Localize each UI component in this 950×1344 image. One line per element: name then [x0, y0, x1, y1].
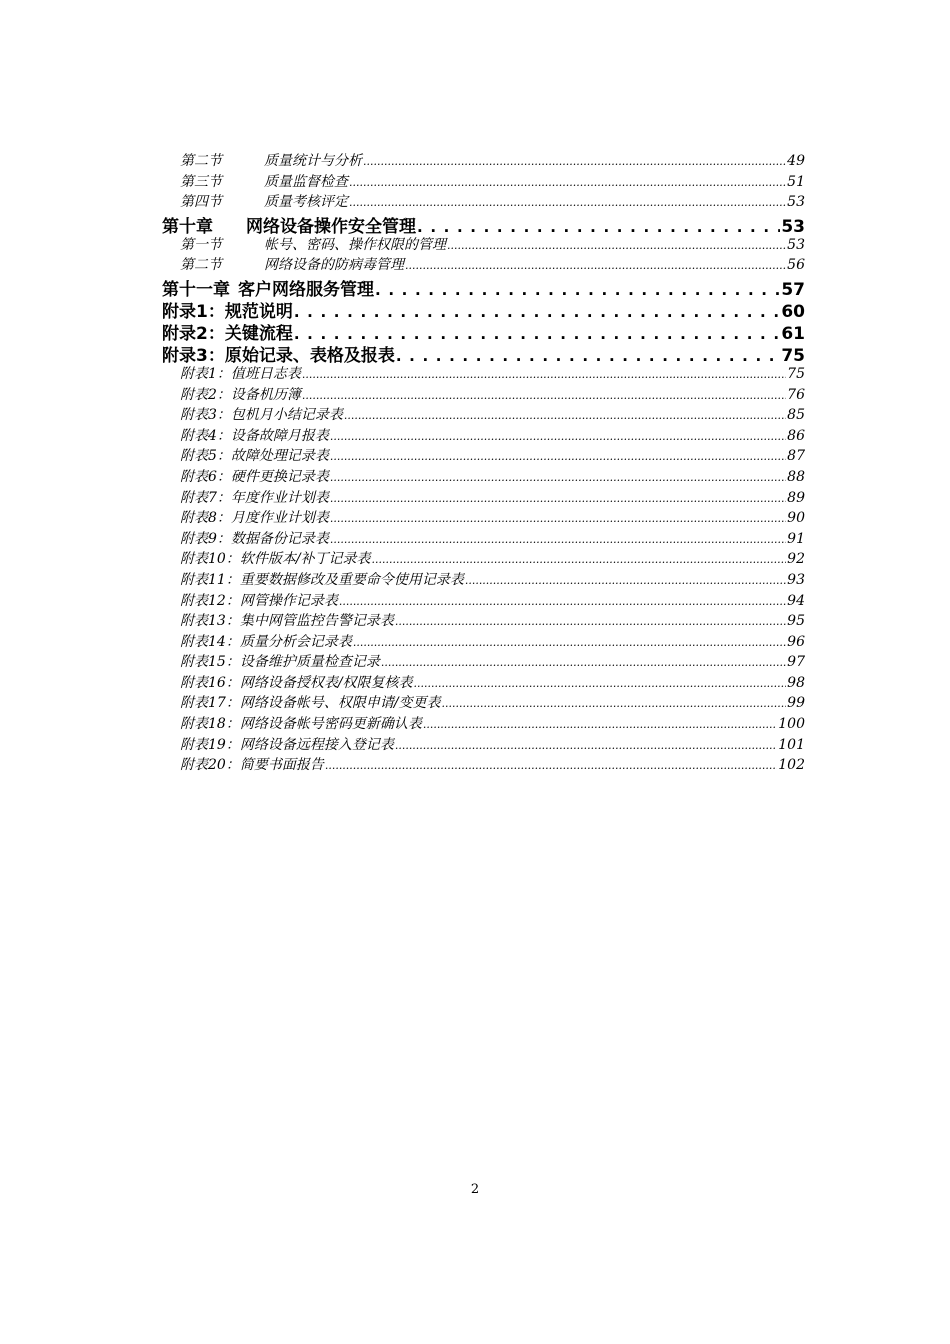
page-number: 53 — [787, 236, 805, 253]
dot-leader — [465, 572, 786, 588]
page-number: 56 — [787, 257, 805, 274]
page-number: 99 — [787, 695, 805, 712]
table-title: 附表17：网络设备帐号、权限申请/变更表 — [180, 695, 441, 712]
toc-table-entry[interactable] — [162, 384, 805, 405]
table-title: 附表15：设备维护质量检查记录 — [180, 654, 380, 671]
page-number: 96 — [787, 633, 805, 650]
page-number: 49 — [787, 153, 805, 169]
page-number: 93 — [787, 571, 805, 588]
table-title: 附表8：月度作业计划表 — [180, 510, 329, 527]
page-number: 100 — [778, 716, 805, 733]
dot-leader — [442, 695, 787, 711]
page-number: 75 — [781, 345, 805, 366]
toc-section-entry[interactable] — [162, 191, 805, 212]
page-number: 60 — [781, 301, 805, 322]
page-number: 53 — [787, 194, 805, 211]
section-title: 质量考核评定 — [264, 194, 348, 211]
page-number: 92 — [787, 551, 805, 568]
page-number: 97 — [787, 654, 805, 671]
dot-leader — [396, 346, 781, 366]
appendix-title: 附录3：原始记录、表格及报表 — [162, 345, 395, 366]
page-number: 90 — [787, 510, 805, 527]
toc-table-entry[interactable] — [162, 487, 805, 508]
table-title: 附表5：故障处理记录表 — [180, 448, 329, 465]
dot-leader — [395, 613, 786, 629]
dot-leader — [302, 387, 786, 403]
dot-leader — [302, 366, 786, 382]
table-title: 附表3：包机月小结记录表 — [180, 407, 343, 424]
page-number: 75 — [787, 365, 805, 382]
toc-section-entry[interactable] — [162, 254, 805, 275]
chapter-title: 客户网络服务管理 — [238, 279, 374, 300]
section-title: 网络设备的防病毒管理 — [264, 257, 404, 274]
dot-leader — [349, 174, 786, 190]
section-number: 第一节 — [180, 236, 222, 253]
chapter-number: 第十章 — [162, 216, 213, 237]
page-number: 98 — [787, 674, 805, 691]
dot-leader — [372, 551, 787, 567]
table-title: 附表12：网管操作记录表 — [180, 592, 338, 609]
appendix-table-list — [162, 363, 805, 775]
toc-appendix-entry[interactable] — [162, 297, 805, 322]
toc-table-entry[interactable] — [162, 713, 805, 734]
section-title: 质量统计与分析 — [264, 153, 362, 169]
page-number: 94 — [787, 592, 805, 609]
page-number: 76 — [787, 386, 805, 403]
page-number: 88 — [787, 468, 805, 485]
toc-section-entry[interactable] — [162, 171, 805, 192]
toc-table-entry[interactable] — [162, 692, 805, 713]
section-title: 帐号、密码、操作权限的管理 — [264, 236, 446, 253]
toc-table-entry[interactable] — [162, 754, 805, 775]
toc-table-entry[interactable] — [162, 651, 805, 672]
table-title: 附表10：软件版本/补丁记录表 — [180, 551, 371, 568]
chapter-title: 网络设备操作安全管理 — [246, 216, 416, 237]
dot-leader — [375, 280, 780, 300]
page-number: 87 — [787, 448, 805, 465]
table-title: 附表14：质量分析会记录表 — [180, 633, 352, 650]
toc-table-entry[interactable] — [162, 363, 805, 384]
dot-leader — [353, 634, 786, 650]
table-of-contents — [162, 150, 805, 775]
toc-chapter-entry[interactable] — [162, 275, 805, 300]
toc-chapter-entry[interactable] — [162, 212, 805, 237]
section-number: 第三节 — [180, 173, 222, 190]
toc-table-entry[interactable] — [162, 425, 805, 446]
dot-leader — [405, 257, 786, 273]
table-title: 附表11：重要数据修改及重要命令使用记录表 — [180, 571, 464, 588]
table-title: 附表6：硬件更换记录表 — [180, 468, 329, 485]
toc-table-entry[interactable] — [162, 734, 805, 755]
table-title: 附表2：设备机历簿 — [180, 386, 301, 403]
page-number: 91 — [787, 530, 805, 547]
toc-table-entry[interactable] — [162, 404, 805, 425]
page-number: 89 — [787, 489, 805, 506]
dot-leader — [339, 593, 786, 609]
toc-table-entry[interactable] — [162, 672, 805, 693]
toc-table-entry[interactable] — [162, 631, 805, 652]
dot-leader — [344, 407, 786, 423]
table-title: 附表19：网络设备远程接入登记表 — [180, 736, 394, 753]
dot-leader — [330, 510, 786, 526]
table-title: 附表4：设备故障月报表 — [180, 427, 329, 444]
table-title: 附表13：集中网管监控告警记录表 — [180, 613, 394, 630]
toc-section-entry[interactable] — [162, 234, 805, 255]
dot-leader — [395, 737, 777, 753]
section-number: 第二节 — [180, 153, 222, 169]
toc-table-entry[interactable] — [162, 569, 805, 590]
table-title: 附表7：年度作业计划表 — [180, 489, 329, 506]
page-number: 85 — [787, 407, 805, 424]
dot-leader — [381, 654, 786, 670]
dot-leader — [325, 757, 777, 773]
page-number: 53 — [781, 216, 805, 237]
dot-leader — [330, 469, 786, 485]
dot-leader — [417, 217, 780, 237]
toc-table-entry[interactable] — [162, 590, 805, 611]
dot-leader — [414, 675, 787, 691]
toc-table-entry[interactable] — [162, 610, 805, 631]
toc-table-entry[interactable] — [162, 528, 805, 549]
page-number: 86 — [787, 427, 805, 444]
page-number: 101 — [778, 736, 805, 753]
section-title: 质量监督检查 — [264, 173, 348, 190]
dot-leader — [363, 153, 786, 169]
table-title: 附表9：数据备份记录表 — [180, 530, 329, 547]
dot-leader — [330, 428, 786, 444]
section-number: 第四节 — [180, 194, 222, 211]
dot-leader — [330, 531, 786, 547]
page-footer-number: 2 — [470, 1182, 480, 1197]
dot-leader — [423, 716, 777, 732]
dot-leader — [447, 237, 786, 253]
toc-table-entry[interactable] — [162, 507, 805, 528]
dot-leader — [330, 490, 786, 506]
dot-leader — [330, 448, 786, 464]
toc-section-entry[interactable] — [162, 150, 805, 171]
toc-appendix-entry[interactable] — [162, 341, 805, 366]
table-title: 附表1：值班日志表 — [180, 365, 301, 382]
page-number: 102 — [778, 757, 805, 774]
toc-appendix-entry[interactable] — [162, 319, 805, 344]
section-number: 第二节 — [180, 257, 222, 274]
page-number: 51 — [787, 173, 805, 190]
table-title: 附表20：简要书面报告 — [180, 757, 324, 774]
page-number: 95 — [787, 613, 805, 630]
chapter-number: 第十一章 — [162, 279, 230, 300]
table-title: 附表16：网络设备授权表/权限复核表 — [180, 674, 413, 691]
appendix-title: 附录2：关键流程 — [162, 323, 293, 344]
page-number: 57 — [781, 279, 805, 300]
appendix-title: 附录1：规范说明 — [162, 301, 293, 322]
dot-leader — [294, 302, 780, 322]
table-title: 附表18：网络设备帐号密码更新确认表 — [180, 716, 422, 733]
toc-table-entry[interactable] — [162, 548, 805, 569]
page-number: 61 — [781, 323, 805, 344]
dot-leader — [349, 194, 786, 210]
toc-table-entry[interactable] — [162, 445, 805, 466]
toc-table-entry[interactable] — [162, 466, 805, 487]
